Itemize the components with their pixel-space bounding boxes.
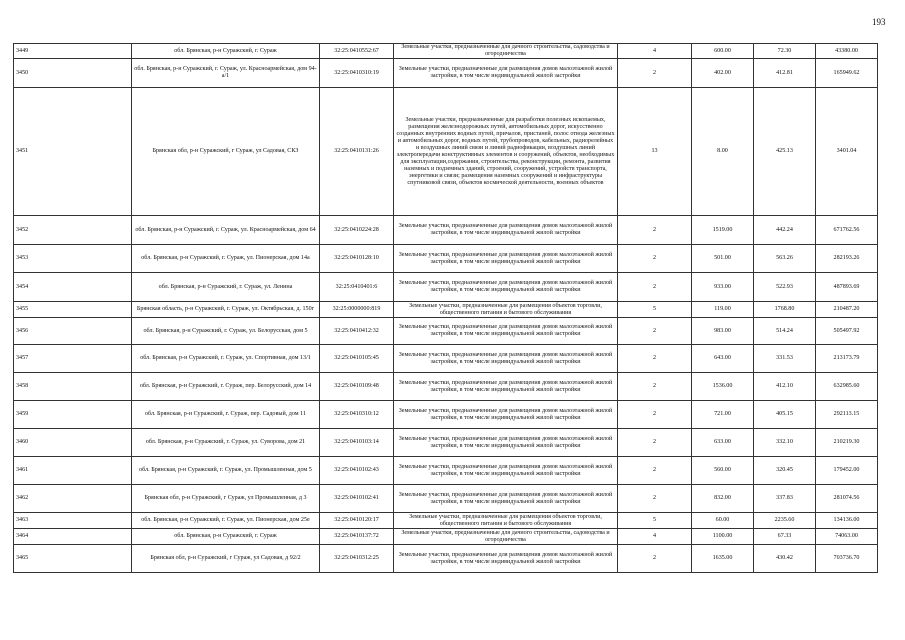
cell-cadastral-number: 32:25:0410103:14	[320, 429, 394, 457]
cell-row-number: 3464	[14, 529, 132, 545]
cell-cadastral-number: 32:25:0410552:67	[320, 44, 394, 59]
table-row	[14, 513, 878, 529]
cell-row-number: 3461	[14, 457, 132, 485]
cell-address: обл. Брянская, р-н Суражский, г. Сураж, ул. Белорусская, дом 5	[132, 318, 320, 345]
cell-cadastral-value: 179452.00	[816, 457, 878, 485]
table-row	[14, 44, 878, 59]
cell-specific-value: 320.45	[754, 457, 816, 485]
cell-cadastral-value: 3401.04	[816, 88, 878, 216]
cell-cadastral-value: 671762.56	[816, 216, 878, 245]
cell-area: 501.00	[692, 245, 754, 273]
table-row	[14, 302, 878, 318]
cell-cadastral-value: 74063.00	[816, 529, 878, 545]
cell-group: 2	[618, 401, 692, 429]
cell-row-number: 3465	[14, 545, 132, 573]
cell-cadastral-value: 632985.60	[816, 373, 878, 401]
cell-address: обл. Брянская, р-н Суражский, г. Сураж, пер. Садовый, дом 11	[132, 401, 320, 429]
cell-specific-value: 337.83	[754, 485, 816, 513]
cell-land-use: Земельные участки, предназначенные для размещения домов малоэтажной жилой застройки, в том числе индивидуальной жилой застройки	[394, 59, 618, 88]
cell-cadastral-value: 703736.70	[816, 545, 878, 573]
cell-cadastral-value: 505497.92	[816, 318, 878, 345]
cell-cadastral-value: 292113.15	[816, 401, 878, 429]
cell-address: Брянская область, р-н Суражский, г. Сураж, ул. Октябрьская, д. 150г	[132, 302, 320, 318]
cell-cadastral-value: 210219.30	[816, 429, 878, 457]
cell-area: 933.00	[692, 273, 754, 302]
cell-cadastral-number: 32:25:0410312:25	[320, 545, 394, 573]
cell-cadastral-number: 32:25:0410102:41	[320, 485, 394, 513]
cell-specific-value: 67.33	[754, 529, 816, 545]
cell-address: обл. Брянская, р-н Суражский, г. Сураж, ул. Промышленная, дом 5	[132, 457, 320, 485]
cell-cadastral-number: 32:25:0410128:10	[320, 245, 394, 273]
cell-specific-value: 425.13	[754, 88, 816, 216]
cell-group: 5	[618, 302, 692, 318]
cell-specific-value: 522.93	[754, 273, 816, 302]
cell-cadastral-value: 134136.00	[816, 513, 878, 529]
cell-cadastral-value: 487893.69	[816, 273, 878, 302]
cell-address: обл. Брянская, р-н Суражский, г. Сураж, пер. Белорусский, дом 14	[132, 373, 320, 401]
cell-cadastral-value: 165949.62	[816, 59, 878, 88]
cell-area: 643.00	[692, 345, 754, 373]
cell-address: обл. Брянская, р-н Суражский, г. Сураж, ул. Спортивная, дом 13/1	[132, 345, 320, 373]
cell-specific-value: 442.24	[754, 216, 816, 245]
cell-row-number: 3456	[14, 318, 132, 345]
cell-cadastral-value: 210487.20	[816, 302, 878, 318]
cell-area: 832.00	[692, 485, 754, 513]
cell-row-number: 3458	[14, 373, 132, 401]
cell-land-use: Земельные участки, предназначенные для размещения домов малоэтажной жилой застройки, в том числе индивидуальной жилой застройки	[394, 273, 618, 302]
cell-land-use: Земельные участки, предназначенные для разработки полезных ископаемых, размещения железнодорожных путей, автомобильных дорог, искусственно созданных внутренних водных путей, причалов, пристаней, полос отвода железных и автомобильных дорог, водных путей, трубопроводов, кабельных, радиорелейных и воздушных линий связи и линий радиофикации, воздушных линий электропередачи конструктивных элементов и сооружений, объектов, необходимых для эксплуатации,содержания, строительства, реконструкции, ремонта, развития наземных и подземных зданий, строений, сооружений, устройств транспорта, энергетики и связи; размещения наземных сооружений и инфраструктуры спутниковой связи, объектов космической деятельности, военных объектов	[394, 88, 618, 216]
cell-cadastral-number: 32:25:0410401:6	[320, 273, 394, 302]
cell-land-use: Земельные участки, предназначенные для размещения объектов торговли, общественного питания и бытового обслуживания	[394, 302, 618, 318]
cell-cadastral-number: 32:25:0410224:28	[320, 216, 394, 245]
cell-address: обл. Брянская, р-н Суражский, г. Сураж, ул. Пионерская, дом 25е	[132, 513, 320, 529]
cell-group: 4	[618, 529, 692, 545]
cell-area: 1635.00	[692, 545, 754, 573]
cell-cadastral-value: 281074.56	[816, 485, 878, 513]
cell-area: 633.00	[692, 429, 754, 457]
cell-area: 721.00	[692, 401, 754, 429]
cell-cadastral-value: 213173.79	[816, 345, 878, 373]
cell-land-use: Земельные участки, предназначенные для размещения домов малоэтажной жилой застройки, в том числе индивидуальной жилой застройки	[394, 345, 618, 373]
cell-land-use: Земельные участки, предназначенные для размещения домов малоэтажной жилой застройки, в том числе индивидуальной жилой застройки	[394, 457, 618, 485]
cell-specific-value: 2235.60	[754, 513, 816, 529]
cell-land-use: Земельные участки, предназначенные для размещения домов малоэтажной жилой застройки, в том числе индивидуальной жилой застройки	[394, 245, 618, 273]
cell-address: обл. Брянская, р-н Суражский, г. Сураж	[132, 529, 320, 545]
table-row	[14, 318, 878, 345]
cell-specific-value: 514.24	[754, 318, 816, 345]
cell-cadastral-number: 32:25:0410310:19	[320, 59, 394, 88]
cell-cadastral-number: 32:25:0410131:26	[320, 88, 394, 216]
table-row	[14, 529, 878, 545]
cell-group: 2	[618, 545, 692, 573]
cell-group: 13	[618, 88, 692, 216]
cell-group: 2	[618, 345, 692, 373]
cell-group: 4	[618, 44, 692, 59]
cell-land-use: Земельные участки, предназначенные для дачного строительства, садоводства и огородничества	[394, 44, 618, 59]
cell-cadastral-number: 32:25:0410412:32	[320, 318, 394, 345]
cell-row-number: 3457	[14, 345, 132, 373]
cell-land-use: Земельные участки, предназначенные для размещения домов малоэтажной жилой застройки, в том числе индивидуальной жилой застройки	[394, 545, 618, 573]
cell-cadastral-value: 282193.26	[816, 245, 878, 273]
cell-land-use: Земельные участки, предназначенные для размещения домов малоэтажной жилой застройки, в том числе индивидуальной жилой застройки	[394, 429, 618, 457]
cell-area: 1519.00	[692, 216, 754, 245]
cell-row-number: 3454	[14, 273, 132, 302]
cell-cadastral-number: 32:25:0410105:45	[320, 345, 394, 373]
cell-specific-value: 563.26	[754, 245, 816, 273]
cell-row-number: 3460	[14, 429, 132, 457]
cell-row-number: 3453	[14, 245, 132, 273]
cell-land-use: Земельные участки, предназначенные для размещения домов малоэтажной жилой застройки, в том числе индивидуальной жилой застройки	[394, 485, 618, 513]
cell-row-number: 3455	[14, 302, 132, 318]
cell-group: 2	[618, 216, 692, 245]
cell-address: Брянская обл, р-н Суражский, г Сураж, ул Садовая, д 92/2	[132, 545, 320, 573]
cell-cadastral-number: 32:25:0000000:819	[320, 302, 394, 318]
land-registry-table	[13, 43, 878, 573]
cell-area: 8.00	[692, 88, 754, 216]
cell-specific-value: 332.10	[754, 429, 816, 457]
table-row	[14, 545, 878, 573]
cell-group: 2	[618, 429, 692, 457]
cell-address: обл. Брянская, р-н Суражский, г. Сураж, ул. Красноармейская, дом 64	[132, 216, 320, 245]
cell-specific-value: 412.81	[754, 59, 816, 88]
cell-group: 2	[618, 318, 692, 345]
cell-group: 2	[618, 373, 692, 401]
cell-area: 560.00	[692, 457, 754, 485]
cell-row-number: 3459	[14, 401, 132, 429]
table-row	[14, 401, 878, 429]
table-row	[14, 345, 878, 373]
cell-specific-value: 412.10	[754, 373, 816, 401]
cell-specific-value: 72.30	[754, 44, 816, 59]
cell-row-number: 3451	[14, 88, 132, 216]
cell-area: 983.00	[692, 318, 754, 345]
cell-area: 1536.00	[692, 373, 754, 401]
cell-specific-value: 430.42	[754, 545, 816, 573]
cell-address: обл. Брянская, р-н Суражский, г. Сураж, ул. Суворова, дом 21	[132, 429, 320, 457]
table-body	[14, 44, 878, 573]
cell-specific-value: 1768.80	[754, 302, 816, 318]
cell-group: 2	[618, 245, 692, 273]
table-row	[14, 373, 878, 401]
cell-group: 2	[618, 457, 692, 485]
cell-address: обл. Брянская, р-н Суражский, г. Сураж, ул. Красноармейская, дом 94-а/1	[132, 59, 320, 88]
cell-cadastral-number: 32:25:0410109:48	[320, 373, 394, 401]
cell-row-number: 3449	[14, 44, 132, 59]
cell-cadastral-number: 32:25:0410137:72	[320, 529, 394, 545]
cell-land-use: Земельные участки, предназначенные для размещения домов малоэтажной жилой застройки, в том числе индивидуальной жилой застройки	[394, 373, 618, 401]
table-row	[14, 429, 878, 457]
cell-address: Брянская обл, р-н Суражский, г Сураж, ул Садовая, СКЗ	[132, 88, 320, 216]
cell-land-use: Земельные участки, предназначенные для размещения домов малоэтажной жилой застройки, в том числе индивидуальной жилой застройки	[394, 318, 618, 345]
cell-group: 5	[618, 513, 692, 529]
page-number: 193	[872, 17, 886, 27]
cell-row-number: 3462	[14, 485, 132, 513]
cell-cadastral-number: 32:25:0410102:43	[320, 457, 394, 485]
table-row	[14, 245, 878, 273]
cell-group: 2	[618, 59, 692, 88]
cell-group: 2	[618, 273, 692, 302]
cell-area: 1100.00	[692, 529, 754, 545]
table-row	[14, 457, 878, 485]
cell-specific-value: 331.53	[754, 345, 816, 373]
cell-cadastral-number: 32:25:0410310:12	[320, 401, 394, 429]
table-row	[14, 59, 878, 88]
cell-group: 2	[618, 485, 692, 513]
cell-land-use: Земельные участки, предназначенные для размещения домов малоэтажной жилой застройки, в том числе индивидуальной жилой застройки	[394, 216, 618, 245]
cell-row-number: 3463	[14, 513, 132, 529]
cell-land-use: Земельные участки, предназначенные для размещения домов малоэтажной жилой застройки, в том числе индивидуальной жилой застройки	[394, 401, 618, 429]
table-row	[14, 216, 878, 245]
cell-area: 600.00	[692, 44, 754, 59]
cell-address: обл. Брянская, р-н Суражский, г. Сураж	[132, 44, 320, 59]
cell-address: обл. Брянская, р-н Суражский, г. Сураж, ул. Пионерская, дом 14а	[132, 245, 320, 273]
cell-land-use: Земельные участки, предназначенные для размещения объектов торговли, общественного питания и бытового обслуживания	[394, 513, 618, 529]
cell-cadastral-value: 43380.00	[816, 44, 878, 59]
table-row	[14, 88, 878, 216]
table-row	[14, 485, 878, 513]
cell-row-number: 3450	[14, 59, 132, 88]
cell-land-use: Земельные участки, предназначенные для дачного строительства, садоводства и огородничества	[394, 529, 618, 545]
cell-area: 60.00	[692, 513, 754, 529]
cell-area: 119.00	[692, 302, 754, 318]
cell-specific-value: 405.15	[754, 401, 816, 429]
cell-area: 402.00	[692, 59, 754, 88]
table-row	[14, 273, 878, 302]
cell-address: Брянская обл, р-н Суражский, г Сураж, ул Промышленная, д 3	[132, 485, 320, 513]
cell-address: обл. Брянская, р-н Суражский, г. Сураж, ул. Ленина	[132, 273, 320, 302]
cell-cadastral-number: 32:25:0410120:17	[320, 513, 394, 529]
cell-row-number: 3452	[14, 216, 132, 245]
